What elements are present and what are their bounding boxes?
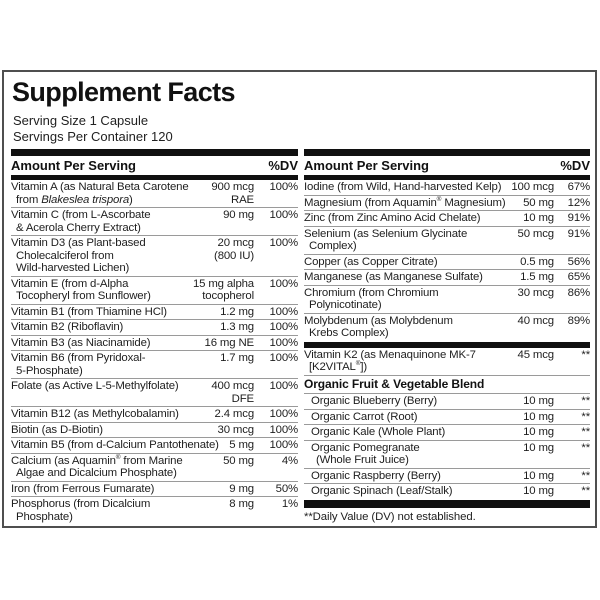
nutrient-name: Biotin (as D-Biotin)	[11, 423, 103, 436]
nutrient-dv-value: 100%	[269, 336, 298, 349]
nutrient-name: Chromium (from Chromium Polynicotinate)	[304, 286, 439, 311]
nutrient-name: Vitamin B3 (as Niacinamide)	[11, 336, 151, 349]
nutrient-name: Organic Carrot (Root)	[311, 410, 418, 423]
nutrient-amount: 10 mg	[523, 469, 554, 482]
nutrient-amount: 0.5 mg	[520, 255, 554, 268]
nutrient-row	[304, 348, 590, 375]
nutrient-row	[11, 378, 298, 406]
nutrient-row	[304, 393, 590, 409]
nutrient-row	[304, 285, 590, 313]
nutrient-amount: 10 mg	[523, 441, 554, 454]
nutrient-name: Organic Blueberry (Berry)	[311, 395, 438, 407]
nutrient-amount: 30 mcg	[217, 423, 254, 436]
nutrient-amount: 1.3 mg	[220, 321, 254, 333]
servings-per-container-text: Servings Per Container 120	[13, 129, 173, 144]
nutrient-dv-value: 89%	[567, 314, 590, 327]
nutrient-dv-value: 86%	[567, 286, 590, 299]
nutrient-dv-value: 56%	[567, 255, 590, 268]
nutrient-amount: 30 mcg	[517, 286, 554, 299]
nutrient-name: Copper (as Copper Citrate)	[304, 255, 438, 268]
nutrient-dv-value: **	[581, 395, 590, 407]
nutrient-amount: 100 mcg	[511, 181, 554, 193]
nutrient-row	[11, 496, 298, 524]
nutrient-row	[11, 350, 298, 378]
nutrient-row	[11, 406, 298, 422]
nutrient-dv-value: 1%	[281, 498, 298, 510]
nutrient-dv-value: 50%	[275, 482, 298, 495]
nutrient-row	[11, 276, 298, 304]
nutrient-row	[304, 180, 590, 195]
percent-dv-label: %DV	[560, 158, 590, 173]
nutrient-amount: 16 mg NE	[204, 336, 254, 349]
nutrient-amount: 40 mcg	[517, 314, 554, 327]
nutrient-row	[11, 207, 298, 235]
nutrient-amount: 1.2 mg	[220, 305, 254, 318]
daily-value-footnote: **Daily Value (DV) not established.	[304, 510, 476, 523]
nutrient-dv-value: **	[581, 426, 590, 438]
right-column	[304, 149, 590, 524]
nutrient-dv-value: 100%	[269, 380, 298, 392]
percent-dv-label: %DV	[268, 158, 298, 173]
nutrient-name: Vitamin D3 (as Plant-based Cholecalciferol from Wild-harvested Lichen)	[11, 237, 146, 274]
nutrient-name: Molybdenum (as Molybdenum Krebs Complex)	[304, 314, 453, 339]
nutrient-dv-value: 100%	[269, 439, 298, 451]
nutrient-amount: 50 mg	[223, 454, 254, 467]
nutrient-row	[11, 481, 298, 497]
nutrient-row	[304, 483, 590, 499]
nutrient-amount: 10 mg	[523, 212, 554, 224]
nutrient-name: Phosphorus (from Dicalcium Phosphate)	[11, 498, 151, 523]
nutrient-dv-value: **	[581, 348, 590, 361]
right-column-header	[304, 156, 590, 175]
nutrient-amount: 10 mg	[523, 395, 554, 407]
nutrient-name: Vitamin B6 (from Pyridoxal- 5-Phosphate)	[11, 352, 146, 377]
nutrient-amount: 15 mg alpha tocopherol	[192, 277, 254, 302]
nutrient-dv-value: 67%	[567, 181, 590, 193]
nutrient-name: Vitamin C (from L-Ascorbate & Acerola Cherry Extract)	[11, 209, 151, 234]
nutrient-row	[11, 180, 298, 207]
nutrient-dv-value: 100%	[269, 408, 298, 420]
nutrient-amount: 400 mcg DFE	[211, 380, 254, 405]
nutrient-amount: 50 mcg	[517, 227, 554, 240]
nutrient-amount: 45 mcg	[517, 348, 554, 361]
nutrient-row	[11, 422, 298, 438]
nutrient-dv-value: **	[581, 410, 590, 423]
nutrient-amount: 20 mcg (800 IU)	[214, 237, 254, 262]
nutrient-row	[304, 195, 590, 211]
nutrient-name: Vitamin E (from d-Alpha Tocopheryl from Sunflower)	[11, 277, 151, 302]
nutrient-name: Zinc (from Zinc Amino Acid Chelate)	[304, 212, 481, 224]
nutrient-row	[11, 235, 298, 276]
nutrient-name: Vitamin B5 (from d-Calcium Pantothenate)	[11, 439, 219, 451]
nutrient-amount: 900 mcg RAE	[211, 181, 254, 206]
nutrient-dv-value: 100%	[269, 423, 298, 436]
nutrient-row	[11, 437, 298, 453]
nutrient-dv-value: 91%	[567, 212, 590, 224]
nutrient-row	[11, 453, 298, 481]
nutrient-amount: 90 mg	[223, 209, 254, 221]
nutrient-amount: 50 mg	[523, 196, 554, 209]
panel-title: Supplement Facts	[12, 77, 235, 107]
nutrient-dv-value: 100%	[269, 277, 298, 290]
nutrient-name: Selenium (as Selenium Glycinate Complex)	[304, 227, 468, 252]
nutrient-amount: 10 mg	[523, 485, 554, 497]
thick-divider-bar	[304, 500, 590, 508]
nutrient-amount: 10 mg	[523, 426, 554, 438]
nutrient-name: Manganese (as Manganese Sulfate)	[304, 271, 483, 283]
nutrient-name: Calcium (as Aquamin® from Marine Algae and Dicalcium Phosphate)	[11, 453, 183, 479]
nutrient-dv-value: 65%	[567, 271, 590, 283]
nutrient-amount: 1.7 mg	[220, 352, 254, 364]
nutrient-dv-value: 100%	[269, 305, 298, 318]
nutrient-dv-value: 4%	[281, 454, 298, 467]
nutrient-row	[11, 335, 298, 351]
nutrient-row	[304, 440, 590, 468]
left-column	[11, 149, 298, 524]
nutrient-amount: 10 mg	[523, 410, 554, 423]
nutrient-dv-value: **	[581, 469, 590, 482]
nutrient-dv-value: 100%	[269, 237, 298, 249]
nutrient-row	[304, 468, 590, 484]
amount-per-serving-label: Amount Per Serving	[304, 158, 429, 173]
nutrient-dv-value: 100%	[269, 209, 298, 221]
nutrient-row	[304, 313, 590, 341]
nutrient-row	[11, 319, 298, 335]
nutrient-name: Folate (as Active L-5-Methylfolate)	[11, 380, 179, 392]
nutrient-name: Iron (from Ferrous Fumarate)	[11, 482, 155, 495]
nutrient-name: Vitamin B12 (as Methylcobalamin)	[11, 408, 179, 420]
nutrient-row	[304, 424, 590, 440]
serving-size-text: Serving Size 1 Capsule	[13, 113, 149, 128]
amount-per-serving-label: Amount Per Serving	[11, 158, 136, 173]
nutrient-dv-value: **	[581, 485, 590, 497]
right-nutrient-rows	[304, 180, 590, 508]
nutrient-row	[304, 254, 590, 270]
nutrient-dv-value: **	[581, 441, 590, 454]
nutrient-name: Organic Pomegranate (Whole Fruit Juice)	[311, 441, 420, 466]
nutrient-name: Vitamin K2 (as Menaquinone MK-7 [K2VITAL®])	[304, 348, 476, 373]
nutrient-name: Vitamin A (as Natural Beta Carotene from Blakeslea trispora)	[11, 181, 189, 206]
nutrient-name: Organic Raspberry (Berry)	[311, 469, 441, 482]
nutrient-amount: 1.5 mg	[520, 271, 554, 283]
nutrient-name: Iodine (from Wild, Hand-harvested Kelp)	[304, 181, 502, 193]
nutrient-row	[304, 409, 590, 425]
nutrient-amount: 2.4 mcg	[214, 408, 254, 420]
nutrient-name: Organic Kale (Whole Plant)	[311, 426, 446, 438]
nutrient-row	[304, 226, 590, 254]
nutrient-row	[11, 304, 298, 320]
nutrient-dv-value: 100%	[269, 352, 298, 364]
nutrient-row	[304, 269, 590, 285]
nutrient-dv-value: 12%	[567, 196, 590, 209]
nutrient-name: Magnesium (from Aquamin® Magnesium)	[304, 195, 506, 209]
nutrient-row	[304, 210, 590, 226]
nutrient-dv-value: 100%	[269, 321, 298, 333]
left-column-header	[11, 156, 298, 175]
nutrient-amount: 8 mg	[229, 498, 254, 510]
nutrient-amount: 5 mg	[229, 439, 254, 451]
nutrient-dv-value: 91%	[567, 227, 590, 240]
nutrient-amount: 9 mg	[229, 482, 254, 495]
nutrient-name: Organic Spinach (Leaf/Stalk)	[311, 485, 453, 497]
blend-section-header: Organic Fruit & Vegetable Blend	[304, 375, 590, 394]
left-nutrient-rows	[11, 180, 298, 524]
nutrient-dv-value: 100%	[269, 181, 298, 193]
thick-divider-bar	[304, 149, 590, 156]
nutrient-name: Vitamin B2 (Riboflavin)	[11, 321, 124, 333]
nutrient-name: Vitamin B1 (from Thiamine HCl)	[11, 305, 167, 318]
nutrient-columns	[11, 149, 588, 524]
supplement-facts-panel	[2, 70, 597, 528]
thick-divider-bar	[11, 149, 298, 156]
